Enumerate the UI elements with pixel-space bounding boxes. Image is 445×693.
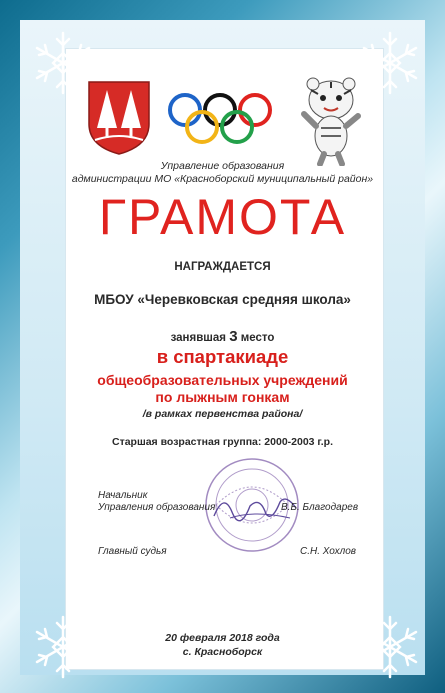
head-title-2: Управления образования <box>98 502 216 513</box>
certificate-title: ГРАМОТА <box>98 189 347 245</box>
place-prefix: занявшая <box>170 332 226 344</box>
recipient-name: МБОУ «Черевковская средняя школа» <box>94 292 351 307</box>
event-line-2: общеобразовательных учреждений <box>97 372 348 388</box>
issue-place: с. Красноборск <box>182 646 263 658</box>
issue-date: 20 февраля 2018 года <box>165 632 280 644</box>
place-line <box>0 328 445 345</box>
head-name: В.Б. Благодарев <box>281 502 359 513</box>
place-number: 3 <box>229 328 238 345</box>
awarded-label: НАГРАЖДАЕТСЯ <box>174 261 271 273</box>
age-group: Старшая возрастная группа: 2000-2003 г.р. <box>111 436 333 448</box>
judge-title: Главный судья <box>98 546 167 557</box>
issuer-line-1: Управление образования <box>160 160 285 172</box>
issuer-line-2: администрации МО «Красноборский муниципальный район» <box>71 173 374 185</box>
place-suffix: место <box>240 332 275 344</box>
head-title-1: Начальник <box>98 490 148 501</box>
judge-name: С.Н. Хохлов <box>300 546 356 557</box>
event-line-3: по лыжным гонкам <box>155 389 290 405</box>
event-note: /в рамках первенства района/ <box>142 408 303 420</box>
event-line-1: в спартакиаде <box>156 346 289 367</box>
mascot-tiger-icon <box>296 76 366 166</box>
olympic-rings-icon <box>165 90 275 150</box>
coat-of-arms-icon <box>87 80 151 156</box>
